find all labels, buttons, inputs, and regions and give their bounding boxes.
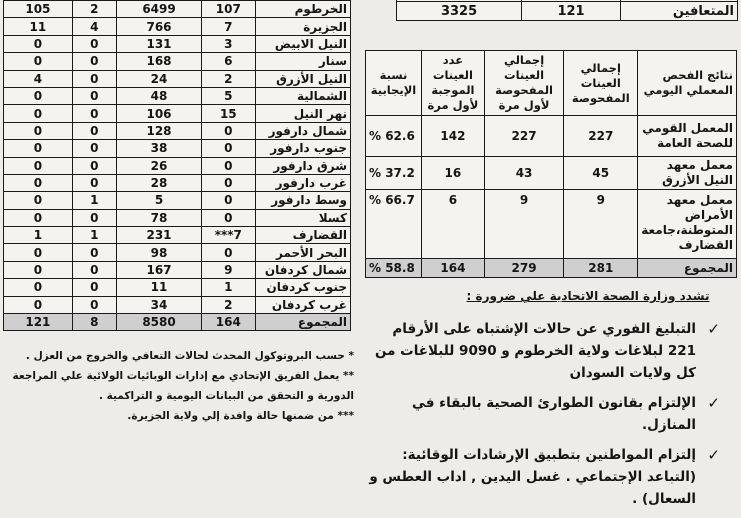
cell-b: 0 <box>72 296 116 313</box>
cell-c: 38 <box>116 140 201 157</box>
lab-positivity: % 66.7 <box>366 190 422 259</box>
table-row <box>4 35 351 52</box>
cell-b: 8 <box>72 314 116 331</box>
lab-total: 227 <box>564 116 638 157</box>
table-row <box>4 87 351 104</box>
lab-first-time: 9 <box>484 190 564 259</box>
cell-c: 106 <box>116 105 201 122</box>
cell-c: 6499 <box>116 1 201 18</box>
cell-state: البحر الأحمر <box>255 244 351 261</box>
recommendation-item <box>360 318 720 384</box>
lab-positivity: % 62.6 <box>366 116 422 157</box>
lab-total-first-time: 279 <box>484 259 564 278</box>
cell-state: شمال كردفان <box>255 261 351 278</box>
cell-state: شرق دارفور <box>255 157 351 174</box>
check-icon: ✓ <box>707 394 720 412</box>
lab-total: 9 <box>564 190 638 259</box>
cell-d: 105 <box>4 1 73 18</box>
cell-c: 24 <box>116 70 201 87</box>
cell-a: 0 <box>202 209 255 226</box>
states-table-body <box>4 1 351 331</box>
cell-state: غرب دارفور <box>255 174 351 191</box>
cell-d: 11 <box>4 18 73 35</box>
cell-state: غرب كردفان <box>255 296 351 313</box>
cell-a: 5 <box>202 87 255 104</box>
table-row <box>4 18 351 35</box>
table-row <box>4 296 351 313</box>
table-row <box>4 140 351 157</box>
cell-state: نهر النيل <box>255 105 351 122</box>
lab-first-time: 43 <box>484 157 564 190</box>
cell-state: سنار <box>255 53 351 70</box>
cell-c: 8580 <box>116 314 201 331</box>
cell-a: 3 <box>202 35 255 52</box>
cell-c: 11 <box>116 279 201 296</box>
cell-a: 164 <box>202 314 255 331</box>
table-row <box>4 53 351 70</box>
cell-b: 1 <box>72 227 116 244</box>
cell-b: 0 <box>72 122 116 139</box>
table-row <box>4 209 351 226</box>
cell-b: 0 <box>72 157 116 174</box>
table-row <box>4 157 351 174</box>
cell-d: 0 <box>4 35 73 52</box>
header-positivity: نسبة الإيجابية <box>366 51 422 116</box>
cell-d: 0 <box>4 122 73 139</box>
cell-d: 0 <box>4 209 73 226</box>
table-row <box>4 279 351 296</box>
states-table <box>3 0 351 331</box>
cell-c: 766 <box>116 18 201 35</box>
cell-b: 0 <box>72 261 116 278</box>
header-positive-first-time: عدد العينات الموجبة لأول مرة <box>422 51 485 116</box>
recovered-label: المتعافين <box>621 2 738 21</box>
cell-d: 0 <box>4 261 73 278</box>
check-icon: ✓ <box>707 320 720 338</box>
cell-state: جنوب دارفور <box>255 140 351 157</box>
cell-a: 0 <box>202 157 255 174</box>
cell-b: 0 <box>72 35 116 52</box>
cell-a: 0 <box>202 244 255 261</box>
cell-d: 0 <box>4 279 73 296</box>
lab-positive: 142 <box>422 116 485 157</box>
cell-c: 231 <box>116 227 201 244</box>
cell-a: 2 <box>202 296 255 313</box>
cell-state: شمال دارفور <box>255 122 351 139</box>
check-icon: ✓ <box>707 446 720 464</box>
recommendation-text: التبليغ الفوري عن حالات الإشتباه على الأرقام 221 لبلاغات ولاية الخرطوم و 9090 للبلاغات من كل ولايات السودان <box>374 321 696 381</box>
cell-a: ***7 <box>202 227 255 244</box>
lab-name: معمل معهد الأمراض المتوطنة،جامعة القضارف <box>638 190 737 259</box>
recovered-value: 121 <box>522 2 621 21</box>
lab-results-table <box>365 50 737 278</box>
footnote-1: * حسب البروتوكول المحدث لحالات التعافي والخروج من العزل . <box>25 350 354 362</box>
lab-total-positivity: % 58.8 <box>366 259 422 278</box>
lab-total-positive: 164 <box>422 259 485 278</box>
cell-state: المجموع <box>255 314 351 331</box>
lab-total-label: المجموع <box>638 259 737 278</box>
recovered-table <box>396 0 738 21</box>
cell-state: الخرطوم <box>255 1 351 18</box>
table-row <box>4 70 351 87</box>
table-row <box>4 1 351 18</box>
cell-d: 0 <box>4 157 73 174</box>
cell-a: 6 <box>202 53 255 70</box>
lab-total-row <box>366 259 737 278</box>
table-row <box>4 174 351 191</box>
lab-name: معمل معهد النيل الأزرق <box>638 157 737 190</box>
cell-b: 0 <box>72 209 116 226</box>
cell-c: 5 <box>116 192 201 209</box>
recommendation-text: إلتزام المواطنين بتطبيق الإرشادات الوقائية: (التباعد الإجتماعي . غسل اليدين , اداب العطس و السعال) . <box>369 447 696 507</box>
cell-a: 2 <box>202 70 255 87</box>
footnotes <box>10 346 354 426</box>
cell-c: 131 <box>116 35 201 52</box>
cell-b: 0 <box>72 105 116 122</box>
lab-table-header <box>366 51 737 116</box>
cell-b: 0 <box>72 53 116 70</box>
recommendation-text: الإلتزام بقانون الطوارئ الصحية بالبقاء في المنازل. <box>411 395 696 433</box>
cell-state: الجزيرة <box>255 18 351 35</box>
cell-a: 0 <box>202 122 255 139</box>
cell-a: 0 <box>202 140 255 157</box>
header-first-time-tested: إجمالي العينات المفحوصة لأول مرة <box>484 51 564 116</box>
cell-a: 7 <box>202 18 255 35</box>
cell-c: 128 <box>116 122 201 139</box>
cell-a: 0 <box>202 174 255 191</box>
cell-d: 0 <box>4 174 73 191</box>
cell-b: 0 <box>72 87 116 104</box>
footnote-2: ** يعمل الفريق الإتحادي مع إدارات الوبائيات الولائية علي المراجعة الدورية و التحقق من البيانات اليومية و التراكمية . <box>12 370 354 402</box>
cell-b: 0 <box>72 279 116 296</box>
cell-b: 0 <box>72 140 116 157</box>
cell-d: 1 <box>4 227 73 244</box>
table-row <box>4 192 351 209</box>
cell-d: 121 <box>4 314 73 331</box>
recommendation-item <box>360 444 720 510</box>
cell-a: 0 <box>202 192 255 209</box>
cell-d: 0 <box>4 244 73 261</box>
cell-d: 0 <box>4 53 73 70</box>
recommendations-list <box>360 318 720 518</box>
lab-first-time: 227 <box>484 116 564 157</box>
cell-c: 78 <box>116 209 201 226</box>
lab-total-tested: 281 <box>564 259 638 278</box>
lab-row <box>366 190 737 259</box>
cell-b: 0 <box>72 70 116 87</box>
lab-row <box>366 116 737 157</box>
lab-positive: 16 <box>422 157 485 190</box>
cell-a: 1 <box>202 279 255 296</box>
cell-b: 4 <box>72 18 116 35</box>
cell-state: القضارف <box>255 227 351 244</box>
table-row <box>4 122 351 139</box>
table-row <box>4 227 351 244</box>
recommendations-title: تشدد وزارة الصحة الاتحادية علي ضرورة : <box>466 289 710 303</box>
cell-b: 0 <box>72 244 116 261</box>
cell-b: 1 <box>72 192 116 209</box>
lab-name: المعمل القومي للصحة العامة <box>638 116 737 157</box>
cell-b: 2 <box>72 1 116 18</box>
lab-positive: 6 <box>422 190 485 259</box>
table-row <box>4 261 351 278</box>
header-total-tested: إجمالي العينات المفحوصة <box>564 51 638 116</box>
cell-d: 0 <box>4 140 73 157</box>
footnote-3: *** من ضمنها حالة وافدة إلي ولاية الجزيرة. <box>127 410 354 422</box>
cell-a: 107 <box>202 1 255 18</box>
cell-state: جنوب كردفان <box>255 279 351 296</box>
cell-a: 15 <box>202 105 255 122</box>
cell-state: النيل الأزرق <box>255 70 351 87</box>
cell-d: 4 <box>4 70 73 87</box>
cell-d: 0 <box>4 192 73 209</box>
recovered-row <box>397 2 738 21</box>
cell-d: 0 <box>4 87 73 104</box>
recommendation-item <box>360 392 720 436</box>
table-row <box>4 105 351 122</box>
cell-d: 0 <box>4 105 73 122</box>
cell-b: 0 <box>72 174 116 191</box>
cell-c: 168 <box>116 53 201 70</box>
cell-state: وسط دارفور <box>255 192 351 209</box>
cell-a: 9 <box>202 261 255 278</box>
cell-c: 34 <box>116 296 201 313</box>
cell-state: الشمالية <box>255 87 351 104</box>
cell-c: 98 <box>116 244 201 261</box>
recovered-total: 3325 <box>397 2 522 21</box>
table-row <box>4 244 351 261</box>
lab-positivity: % 37.2 <box>366 157 422 190</box>
states-total-row <box>4 314 351 331</box>
cell-d: 0 <box>4 296 73 313</box>
lab-row <box>366 157 737 190</box>
cell-c: 48 <box>116 87 201 104</box>
cell-state: النيل الابيض <box>255 35 351 52</box>
cell-c: 167 <box>116 261 201 278</box>
cell-c: 28 <box>116 174 201 191</box>
header-lab: نتائج الفحص المعملي اليومي <box>638 51 737 116</box>
cell-c: 26 <box>116 157 201 174</box>
cell-state: كسلا <box>255 209 351 226</box>
lab-total: 45 <box>564 157 638 190</box>
